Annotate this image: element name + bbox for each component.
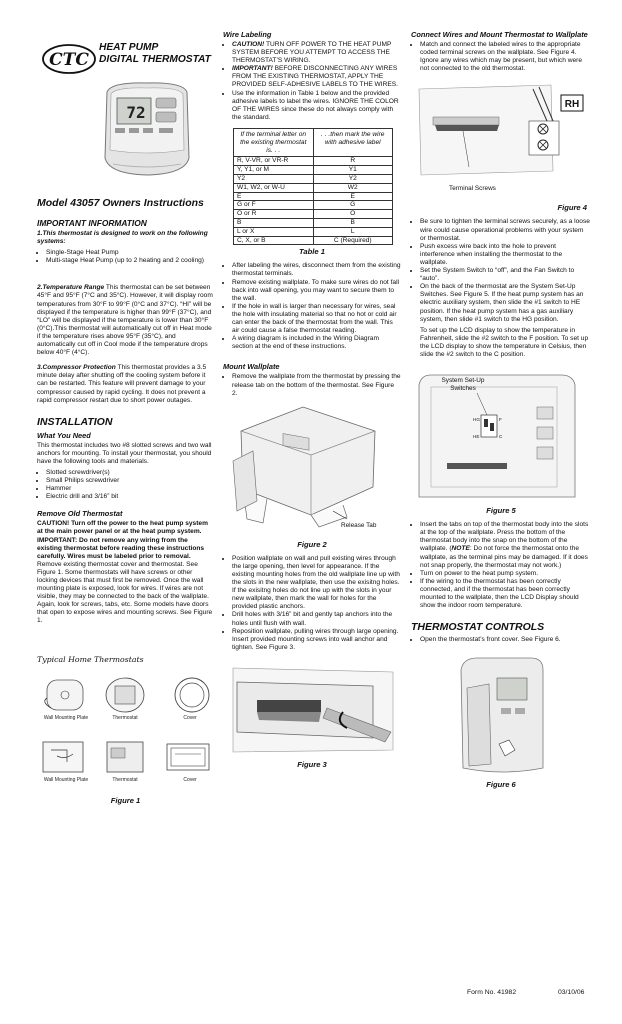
table-row — [234, 227, 393, 236]
label-cell: C (Required) — [313, 236, 393, 245]
label-cell: R — [313, 157, 393, 166]
column-right — [411, 30, 591, 795]
table-row — [234, 236, 393, 245]
figure-2-caption: Figure 2 — [297, 539, 327, 549]
compressor-lead: 3.Compressor Protection — [37, 364, 116, 372]
what-you-need-text: This thermostat includes two #8 slotted screws and two wall anchors for mounting. To install your thermostat, you should have the following tools and materials. — [37, 441, 212, 465]
table-1-caption: Table 1 — [299, 247, 325, 257]
terminal-letter-cell: Y2 — [234, 174, 314, 183]
list-item: • Electric drill and 3/16” bit — [46, 493, 214, 501]
list-item: • If the wiring to the thermostat has been correctly connected, and if the thermostat has been correctly mounted to the wallplate, then the LCD Display should show the indoor room temperature. — [420, 578, 591, 610]
table-row — [234, 157, 393, 166]
rh-label: RH — [564, 99, 580, 111]
figure-4 — [411, 81, 591, 201]
label-cell: E — [313, 192, 393, 201]
label-cell: W2 — [313, 183, 393, 192]
figure-5 — [411, 367, 591, 507]
logo-text: CTC — [49, 50, 89, 70]
remove-caution: CAUTION! Turn off the power to the heat pump system at the main power panel or at the heat pump system. — [37, 520, 208, 536]
compressor-paragraph — [37, 364, 214, 404]
systems-list — [37, 249, 214, 265]
terminal-letter-cell: B — [234, 218, 314, 227]
list-item: • Be sure to tighten the terminal screws securely, as a loose wire could cause operational problems with your system or thermostat. — [420, 218, 591, 242]
wire-table — [233, 128, 393, 245]
figure-5-caption: Figure 5 — [486, 506, 516, 516]
list-item: • Single-Stage Heat Pump — [46, 249, 214, 257]
insert-list — [411, 521, 591, 610]
figure-2-drawing — [223, 401, 401, 529]
mount-wallplate-heading: Mount Wallplate — [223, 362, 280, 372]
terminal-letter-cell: O or R — [234, 210, 314, 219]
what-you-need-heading: What You Need — [37, 430, 91, 440]
after-labeling-list — [223, 262, 401, 351]
figure-6-drawing — [411, 648, 591, 778]
figure-2 — [223, 401, 401, 541]
lcd-digits: 72 — [126, 103, 146, 122]
connect-wires-heading: Connect Wires and Mount Thermostat to Wallplate — [411, 30, 588, 39]
compressor-text: This thermostat provides a 3.5 minute delay after shutting off the cooling system before it can be restarted. This feature will prevent damage to your compressor caused by rapid cycling. It does not prevent a rapid compressor restart due to short power outages. — [37, 364, 207, 404]
wire-labeling-heading: Wire Labeling — [223, 30, 272, 39]
position-list — [223, 555, 401, 652]
figure-1-caption: Figure 1 — [110, 795, 141, 805]
list-item: • CAUTION! TURN OFF POWER TO THE HEAT PUMP SYSTEM BEFORE YOU ATTEMPT TO ACCESS THE THERMOSTAT’S WIRING. — [232, 41, 401, 65]
switch-label: F — [499, 417, 502, 423]
list-item: • After labeling the wires, disconnect them from the existing thermostat terminals. — [232, 262, 401, 278]
figure-3-drawing — [223, 662, 401, 758]
temperature-range-text: This thermostat can be set between 45°F and 95°F (7°C and 35°C). However, it will display room temperatures from 30°F to 99°F (0°C and 37°C). “HI” will be displayed if the temperature is higher than 99°F (37°C), and “LO” will be displayed if the temperature is lower than 30°F (0°C).This thermostat will automatically cut off in Heat mode if the temperature rises above 95°F (35°C), and automatically cut off in Cool mode if the temperature drops below 40°F (4°C). — [37, 284, 213, 357]
product-title — [99, 42, 211, 66]
ctc-logo — [41, 42, 97, 76]
title-line-2: DIGITAL THERMOSTAT — [99, 54, 211, 65]
mount-list — [223, 373, 401, 397]
form-number: Form No. 41982 — [467, 989, 517, 996]
table-row — [234, 201, 393, 210]
column-left — [37, 30, 214, 806]
table-header-row — [234, 128, 393, 156]
label-cell: L — [313, 227, 393, 236]
figure-1 — [37, 656, 214, 806]
label-cell: G — [313, 201, 393, 210]
table-row — [234, 166, 393, 175]
table-row — [234, 210, 393, 219]
list-item: • Insert the tabs on top of the thermostat body into the slots at the top of the wallplate. Press the bottom of the thermostat body into the snap on the bottom of the wallplate. (NOTE: Do not force the thermostat onto the wallplate, as the terminal pins may be damaged. If it does not snap properly, the thermostat may not work.) — [420, 521, 591, 570]
terminal-letter-cell: L or X — [234, 227, 314, 236]
table-row — [234, 183, 393, 192]
list-item: • Reposition wallplate, pulling wires through large opening. Insert provided mounting screws into wall anchor and tighten. See Figure 3. — [232, 628, 401, 652]
typical-label: Typical Home Thermostats — [37, 654, 144, 664]
list-item: • IMPORTANT! BEFORE DISCONNECTING ANY WIRES FROM THE EXISTING THERMOSTAT, APPLY THE PROVIDED SELF-ADHESIVE LABELS TO THE WIRES. — [232, 65, 401, 89]
list-item: • Match and connect the labeled wires to the appropriate coded terminal screws on the wallplate. See Figure 4. Ignore any wires which may be present, but which were not connected to the old thermostat. — [420, 41, 591, 73]
header-block — [37, 30, 214, 195]
switch-label: HE — [473, 434, 480, 440]
table-row — [234, 218, 393, 227]
form-date: 03/10/06 — [558, 989, 585, 996]
fig1-label: Thermostat — [112, 714, 138, 721]
temperature-range-paragraph — [37, 284, 214, 357]
model-title: Model 43057 Owners Instructions — [37, 197, 204, 209]
remove-important: IMPORTANT: Do not remove any wiring from the existing thermostat before reading these instructions carefully. Wires must be labeled prior to removal. — [37, 536, 205, 560]
fig1-label: Cover — [183, 776, 197, 783]
figure-6-caption: Figure 6 — [486, 780, 516, 790]
thermostat-controls-heading: THERMOSTAT CONTROLS — [411, 621, 545, 634]
list-item: • Remove the wallplate from the thermostat by pressing the release tab on the bottom of the thermostat. See Figure 2. — [232, 373, 401, 397]
terminal-letter-cell: Y, Y1, or M — [234, 166, 314, 175]
list-item: • Remove existing wallplate. To make sure wires do not fall back into wall opening, you may want to secure them to the wall. — [232, 279, 401, 303]
switch-label: C — [499, 434, 503, 440]
list-item: • Slotted screwdriver(s) — [46, 469, 214, 477]
figure-3-caption: Figure 3 — [297, 759, 327, 769]
list-item: • Hammer — [46, 485, 214, 493]
figure-4-caption: Figure 4 — [557, 203, 587, 213]
setup-extra: To set up the LCD display to show the temperature in Fahrenheit, slide the #2 switch to the F position. To set up the LCD display to show the temperature in Celsius, then slide the #2 switch to the C position. — [420, 326, 589, 358]
list-item: • A wiring diagram is included in the Wiring Diagram section at the end of these instructions. — [232, 335, 401, 351]
connect-list — [411, 41, 591, 73]
list-item: • Drill holes with 3/16” bit and gently tap anchors into the holes until flush with wall. — [232, 611, 401, 627]
temperature-range-lead: 2.Temperature Range — [37, 284, 105, 292]
fig1-label: Cover — [183, 714, 197, 721]
table-header-right: . . .then mark the wire with adhesive label — [313, 128, 393, 156]
screw-list — [411, 218, 591, 323]
label-cell: Y2 — [313, 174, 393, 183]
terminal-letter-cell: G or F — [234, 201, 314, 210]
terminal-letter-cell: W1, W2, or W-U — [234, 183, 314, 192]
release-tab-label: Release Tab — [341, 521, 377, 529]
terminal-letter-cell: C, X, or B — [234, 236, 314, 245]
remove-text: Remove existing thermostat cover and thermostat. See Figure 1. Some thermostats will have screws or other locking devices that must first be removed. Once the wall mounting plate is exposed, look for wires. If wires are not visible, they may be connected to the back of the wallplate. Again, look for screws, tabs, etc. Some models have doors that open to expose wires and mounting screws. See Figure 1. — [37, 560, 213, 625]
list-item: • Use the information in Table 1 below and the provided adhesive labels to label the wires. IGNORE THE COLOR OF THE WIRES since these do not always comply with the standard. — [232, 90, 401, 122]
figure-4-drawing — [411, 81, 591, 191]
list-item: • Turn on power to the heat pump system. — [420, 570, 591, 578]
list-item: • Open the thermostat’s front cover. See Figure 6. — [420, 636, 591, 644]
label-cell: B — [313, 218, 393, 227]
tools-list — [37, 469, 214, 501]
fig1-label: Thermostat — [112, 776, 138, 783]
fig1-label: Wall Mounting Plate — [43, 776, 89, 783]
column-middle — [223, 30, 401, 775]
table-row — [234, 174, 393, 183]
setup-switches-label: System Set-Up Switches — [441, 377, 485, 393]
switch-label: HG — [473, 417, 480, 423]
list-item: • Small Philips screwdriver — [46, 477, 214, 485]
fig1-label: Wall Mounting Plate — [43, 714, 89, 721]
list-item: • Set the System Switch to “off”, and the Fan Switch to “auto”. — [420, 267, 591, 283]
list-item: • On the back of the thermostat are the System Set-Up Switches. See Figure 5. If the heat pump system has an electric auxiliary system, then slide the #1 switch to HE position. If the heat pump system has a gas auxiliary system, then slide #1 switch to the HG position. — [420, 283, 591, 323]
list-item: • Push excess wire back into the hole to prevent interference when installing the thermostat to the wallplate. — [420, 243, 591, 267]
list-item: • Multi-stage Heat Pump (up to 2 heating and 2 cooling) — [46, 257, 214, 265]
terminal-letter-cell: R, V-VR, or VR-R — [234, 157, 314, 166]
important-heading: IMPORTANT INFORMATION — [37, 218, 147, 228]
list-item: • Position wallplate on wall and pull existing wires through the large opening, then level for appearance. If the existing mounting holes from the old wallplate line up with the slots in the new wallplate, then use the exisitng holes. If the exisitng holes do not line up with the slots in your new wallplate, then mark the wall for holes for the provided plastic anchors. — [232, 555, 401, 612]
list-item: • If the hole in wall is larger than necessary for wires, seal the hole with insulating material so that no hot or cold air can enter the back of the thermostat from the wall. This air could cause a false thermostat reading. — [232, 303, 401, 335]
controls-list — [411, 636, 591, 644]
installation-heading: INSTALLATION — [37, 415, 113, 428]
title-line-1: HEAT PUMP — [99, 42, 159, 53]
wire-labeling-list — [223, 41, 401, 122]
terminal-screws-label: Terminal Screws — [449, 185, 496, 193]
table-row — [234, 192, 393, 201]
remove-heading: Remove Old Thermostat — [37, 509, 123, 519]
label-cell: Y1 — [313, 166, 393, 175]
important-item-1: 1.This thermostat is designed to work on the following systems: — [37, 230, 208, 246]
thermostat-illustration — [101, 80, 193, 180]
label-cell: O — [313, 210, 393, 219]
terminal-letter-cell: E — [234, 192, 314, 201]
figure-1-drawing — [37, 668, 214, 788]
table-header-left: If the terminal letter on the existing thermostat is. . . — [234, 128, 314, 156]
